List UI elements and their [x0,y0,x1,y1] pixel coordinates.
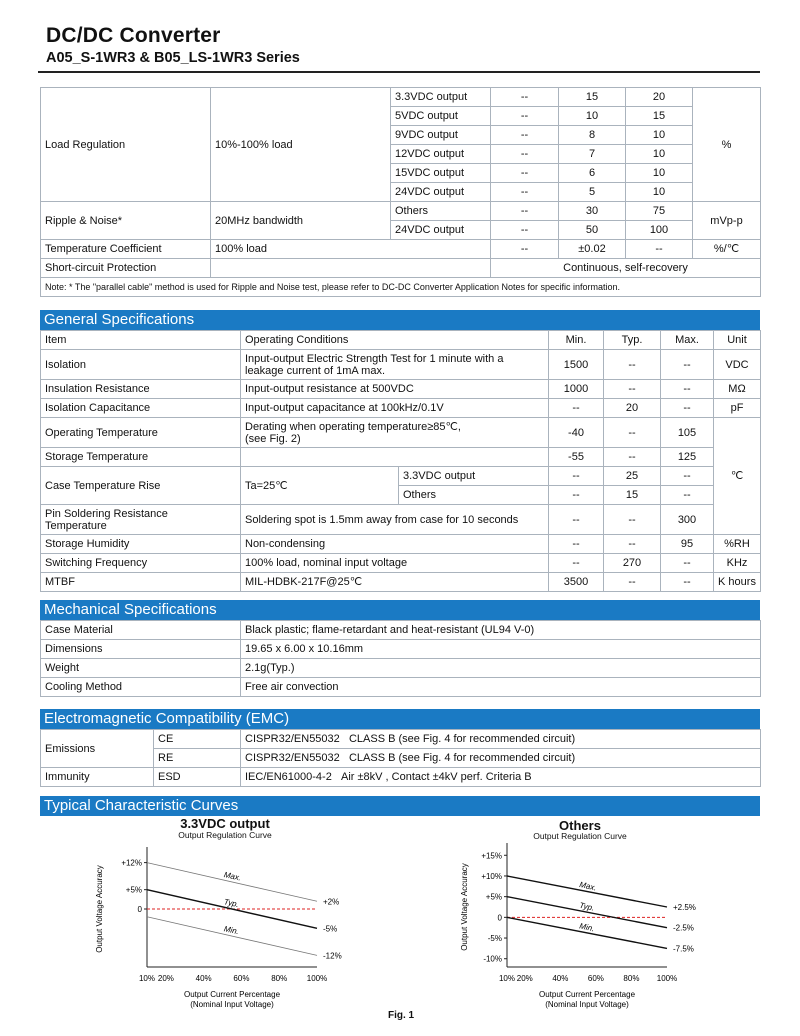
table-row [41,505,761,535]
right-value-label: -2.5% [673,923,694,933]
x-tick-label: 40% [195,974,212,983]
table-row [41,259,761,278]
cond-insulation: Input-output resistance at 500VDC [241,380,549,399]
table-row [41,202,761,221]
table-row [41,768,761,787]
mech-item: Weight [41,659,241,678]
right-value-label: +2% [323,897,340,907]
output-spec-table [40,87,761,297]
emc-re-value [241,749,761,768]
table-row [41,621,761,640]
cond-pin-solder: Soldering spot is 1.5mm away from case for 10 seconds [241,505,549,535]
item-line: Temperature [45,519,107,532]
min-cell: -- [549,486,604,505]
y-tick-label: 0 [137,905,142,914]
typ-cell: 270 [604,554,661,573]
col-header-item: Item [41,331,241,350]
max-cell: -- [661,573,714,592]
typ-cell: 5 [559,183,626,202]
typ-cell: 10 [559,107,626,126]
table-row [41,730,761,749]
y-tick-label: 0 [497,913,502,923]
item-iso-cap: Isolation Capacitance [41,399,241,418]
typ-cell: -- [604,573,661,592]
regulation-chart-3v3 [90,843,360,1023]
typ-cell: -- [604,380,661,399]
chart-title: 3.3VDC output [180,816,270,831]
section-header-mechanical: Mechanical Specifications [40,600,760,620]
min-cell: 1500 [549,350,604,380]
cond-humidity: Non-condensing [241,535,549,554]
max-cell: 125 [661,448,714,467]
typ-cell: 7 [559,145,626,164]
table-note: Note: * The "parallel cable" method is used for Ripple and Noise test, please refer to DC-DC Converter Application Notes for specific information. [41,278,761,297]
general-spec-table [40,330,761,592]
chart-title: Others [559,818,601,833]
col-header-max: Max. [661,331,714,350]
series-label: Typ. [578,900,596,913]
item-humidity: Storage Humidity [41,535,241,554]
x-axis-subtitle: (Nominal Input Voltage) [190,1000,274,1009]
typ-cell: ±0.02 [559,240,626,259]
emc-emissions: Emissions [41,730,154,768]
table-row [41,554,761,573]
y-tick-label: +12% [121,858,142,868]
short-circuit-value: Continuous, self-recovery [491,259,761,278]
emc-std: CISPR32/EN55032 [245,752,340,764]
mechanical-spec-table [40,620,761,697]
typ-cell: 15 [559,88,626,107]
unit-cell: VDC [714,350,761,380]
series-label: Typ. [223,897,240,910]
min-cell: -- [549,505,604,535]
y-tick-label: -5% [487,934,502,944]
max-cell: 300 [661,505,714,535]
emc-re: RE [154,749,241,768]
max-cell: 75 [626,202,693,221]
item-line: Pin Soldering Resistance [45,507,168,520]
cond-op-temp [241,418,549,448]
min-cell: -- [549,535,604,554]
max-cell: 100 [626,221,693,240]
col-header-min: Min. [549,331,604,350]
table-row [41,418,761,448]
emc-esd: ESD [154,768,241,787]
table-row [41,278,761,297]
series-label: Min. [223,924,240,937]
chart-subtitle: Output Regulation Curve [533,831,627,841]
max-cell: -- [661,554,714,573]
max-cell: 105 [661,418,714,448]
mech-item: Cooling Method [41,678,241,697]
max-cell: -- [661,399,714,418]
mech-value: Black plastic; flame-retardant and heat-resistant (UL94 V-0) [241,621,761,640]
table-row [41,535,761,554]
max-cell: 15 [626,107,693,126]
table-row [41,448,761,467]
col-header-typ: Typ. [604,331,661,350]
cond-isolation [241,350,549,380]
cond-load-regulation: 10%-100% load [211,88,391,202]
min-cell: -- [491,145,559,164]
page-title: DC/DC Converter [46,24,221,47]
unit-cell: %/℃ [693,240,761,259]
min-cell: -- [491,107,559,126]
emc-ce-value [241,730,761,749]
emc-class: CLASS B (see Fig. 4 for recommended circuit) [348,752,576,764]
item-case-rise: Case Temperature Rise [41,467,241,505]
x-axis-title: Output Current Percentage [183,990,281,999]
max-cell: -- [661,486,714,505]
emc-std: CISPR32/EN55032 [245,733,340,745]
x-tick-label: 100% [656,974,678,983]
x-axis-subtitle: (Nominal Input Voltage) [545,1000,629,1009]
min-cell: -- [491,126,559,145]
item-insulation: Insulation Resistance [41,380,241,399]
table-row [41,678,761,697]
max-cell: 20 [626,88,693,107]
max-cell: 10 [626,126,693,145]
table-row [41,573,761,592]
item-isolation: Isolation [41,350,241,380]
max-cell: 10 [626,145,693,164]
cond-temp-coef: 100% load [211,240,491,259]
unit-cell: % [693,88,761,202]
table-row [41,350,761,380]
cond-line: (see Fig. 2) [245,432,301,445]
typ-cell: 6 [559,164,626,183]
cond-case-rise: Ta=25℃ [241,467,399,505]
min-cell: 1000 [549,380,604,399]
typ-cell: 8 [559,126,626,145]
sub-label: 3.3VDC output [399,467,549,486]
right-value-label: -7.5% [673,944,694,954]
min-cell: 3500 [549,573,604,592]
section-header-general: General Specifications [40,310,760,330]
series-label: Min. [578,921,596,934]
unit-cell-temp: ℃ [714,418,761,535]
regulation-chart-others [455,843,715,1023]
header-divider [38,71,760,73]
y-axis-title: Output Voltage Accuracy [95,865,104,953]
x-tick-label: 60% [587,974,604,983]
min-cell: -- [549,399,604,418]
table-row [41,640,761,659]
x-axis-title: Output Current Percentage [538,990,636,999]
sub-label: 24VDC output [391,183,491,202]
cond-ripple: 20MHz bandwidth [211,202,391,240]
series-label: Max. [223,870,242,883]
col-header-unit: Unit [714,331,761,350]
unit-cell: %RH [714,535,761,554]
mech-item: Case Material [41,621,241,640]
sub-label: 24VDC output [391,221,491,240]
cond-iso-cap: Input-output capacitance at 100kHz/0.1V [241,399,549,418]
min-cell: -40 [549,418,604,448]
max-cell: 95 [661,535,714,554]
cond-line: Input-output Electric Strength Test for 1 minute with a [245,352,504,365]
max-cell: -- [661,350,714,380]
max-cell: -- [661,380,714,399]
table-row [41,399,761,418]
unit-cell: pF [714,399,761,418]
sub-label: 12VDC output [391,145,491,164]
right-value-label: -5% [323,924,338,934]
item-ripple: Ripple & Noise* [41,202,211,240]
series-label: Max. [578,880,598,893]
unit-cell: K hours [714,573,761,592]
y-axis-title: Output Voltage Accuracy [460,863,469,951]
min-cell: -- [491,240,559,259]
item-pin-solder [41,505,241,535]
emc-table [40,729,761,787]
min-cell: -- [491,202,559,221]
y-tick-label: -10% [483,954,502,964]
table-row [41,467,761,486]
y-tick-label: +15% [481,851,502,861]
y-tick-label: +5% [485,892,502,902]
emc-class: CLASS B (see Fig. 4 for recommended circuit) [348,733,576,745]
min-cell: -55 [549,448,604,467]
table-row [41,659,761,678]
max-cell: 10 [626,183,693,202]
typ-cell: 50 [559,221,626,240]
max-cell: 10 [626,164,693,183]
right-value-label: -12% [323,951,342,961]
x-tick-label: 80% [623,974,640,983]
item-temp-coef: Temperature Coefficient [41,240,211,259]
min-cell: -- [549,554,604,573]
col-header-cond: Operating Conditions [241,331,549,350]
typ-cell: 25 [604,467,661,486]
typ-cell: -- [604,350,661,380]
y-tick-label: +10% [481,871,502,881]
table-row [41,88,761,107]
x-tick-label: 60% [233,974,250,983]
empty-cell [211,259,491,278]
unit-cell: MΩ [714,380,761,399]
min-cell: -- [491,164,559,183]
table-header-row [41,331,761,350]
x-tick-label: 40% [552,974,569,983]
sub-label: 9VDC output [391,126,491,145]
x-tick-label: 20% [516,974,533,983]
item-storage-temp: Storage Temperature [41,448,241,467]
mech-value: 2.1g(Typ.) [241,659,761,678]
table-row [41,380,761,399]
unit-cell: KHz [714,554,761,573]
section-header-emc: Electromagnetic Compatibility (EMC) [40,709,760,729]
mech-value: 19.65 x 6.00 x 10.16mm [241,640,761,659]
item-switching: Switching Frequency [41,554,241,573]
emc-ce: CE [154,730,241,749]
sub-label: Others [399,486,549,505]
min-cell: -- [549,467,604,486]
right-value-label: +2.5% [673,903,696,912]
typ-cell: -- [604,505,661,535]
min-cell: -- [491,88,559,107]
chart-subtitle: Output Regulation Curve [178,830,272,840]
sub-label: Others [391,202,491,221]
x-tick-label: 10% [138,974,156,983]
max-cell: -- [626,240,693,259]
typ-cell: 20 [604,399,661,418]
max-cell: -- [661,467,714,486]
cond-switching: 100% load, nominal input voltage [241,554,549,573]
x-tick-label: 80% [271,974,288,983]
typ-cell: -- [604,418,661,448]
emc-immunity: Immunity [41,768,154,787]
item-op-temp: Operating Temperature [41,418,241,448]
item-short-circuit: Short-circuit Protection [41,259,211,278]
typ-cell: 30 [559,202,626,221]
item-mtbf: MTBF [41,573,241,592]
typ-cell: -- [604,448,661,467]
typ-cell: 15 [604,486,661,505]
mech-item: Dimensions [41,640,241,659]
section-header-curves: Typical Characteristic Curves [40,796,760,816]
y-tick-label: +5% [125,885,142,895]
mech-value: Free air convection [241,678,761,697]
typ-cell: -- [604,535,661,554]
emc-std: IEC/EN61000-4-2 [245,771,332,783]
x-tick-label: 100% [306,974,328,983]
page-subtitle: A05_S-1WR3 & B05_LS-1WR3 Series [46,50,300,66]
table-row [41,240,761,259]
emc-esd-detail: Air ±8kV , Contact ±4kV perf. Criteria B [341,771,532,783]
cond-line: leakage current of 1mA max. [245,364,386,377]
cond-line: Derating when operating temperature≥85℃, [245,420,461,433]
unit-cell: mVp-p [693,202,761,240]
sub-label: 5VDC output [391,107,491,126]
x-tick-label: 10% [498,974,516,983]
figure-caption: Fig. 1 [388,1010,415,1021]
sub-label: 3.3VDC output [391,88,491,107]
min-cell: -- [491,183,559,202]
sub-label: 15VDC output [391,164,491,183]
min-cell: -- [491,221,559,240]
cond-storage-temp [241,448,549,467]
emc-esd-value [241,768,761,787]
x-tick-label: 20% [157,974,174,983]
cond-mtbf: MIL-HDBK-217F@25℃ [241,573,549,592]
item-load-regulation: Load Regulation [41,88,211,202]
